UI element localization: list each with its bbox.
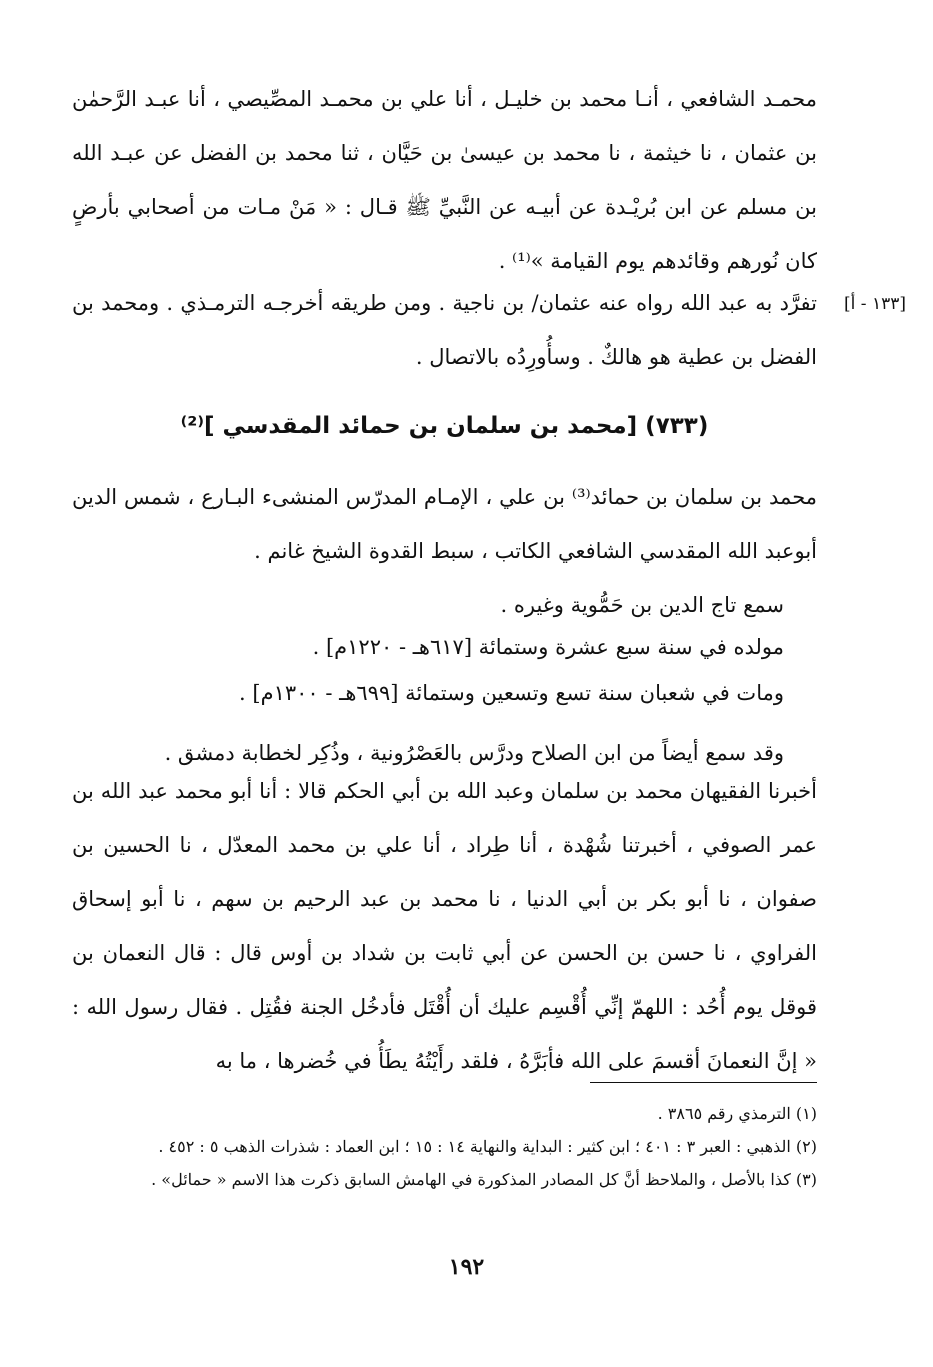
line-death: ومات في شعبان سنة تسع وتسعين وستمائة [٦٩٩هـ - ١٣٠٠م] . bbox=[239, 681, 784, 705]
footnote-3: (٣) كذا بالأصل ، والملاحظ أنَّ كل المصادر المذكورة في الهامش السابق ذكرت هذا الاسم « حمائل» . bbox=[151, 1170, 817, 1189]
line-also-heard: وقد سمع أيضاً من ابن الصلاح ودرَّس بالعَصْرُونية ، وذُكِر لخطابة دمشق . bbox=[164, 741, 784, 765]
line-birth: مولده في سنة سبع عشرة وستمائة [٦١٧هـ - ١٢٢٠م] . bbox=[312, 635, 784, 659]
footnote-1: (١) الترمذي رقم ٣٨٦٥ . bbox=[657, 1104, 817, 1123]
paragraph-commentary: تفرَّد به عبد الله رواه عنه عثمان/ بن ناجية . ومن طريقه أخرجـه الترمـذي . ومحمد بن الفضل بن عطية هو هالكٌ . وسأُورِدُه بالاتصال . bbox=[72, 291, 817, 369]
paragraph-hadith-narration: أخبرنا الفقيهان محمد بن سلمان وعبد الله بن أبي الحكم قالا : أنا أبو محمد عبد الله بن عمر الصوفي ، أخبرتنا شُهْدة ، أنا طِراد ، أنا علي بن محمد المعدّل ، نا الحسين بن صفوان ، نا أبو بكر بن أبي الدنيا ، نا محمد بن عبد الرحيم بن سهم ، نا أبو إسحاق الفراوي ، نا حسن بن الحسن عن أبي ثابت بن شداد بن أوس قال : قال النعمان بن قوقل يوم أُحُد : اللهمّ إنِّي أُقْسِم عليك أن أُقْتَل فأدخُل الجنة فقُتِل . فقال رسول الله : « إنَّ النعمانَ أقسمَ على الله فأبَرَّهُ ، فلقد رأَيْتُهُ يطَأُ في خُضرها ، ما به bbox=[72, 779, 817, 1073]
entry-heading: (٧٣٣) [محمد بن سلمان بن حمائد المقدسي ]⁽²⁾ bbox=[180, 413, 709, 439]
line-heard-from: سمع تاج الدين بن حَمُّوية وغيره . bbox=[500, 593, 784, 617]
footnote-separator bbox=[590, 1082, 817, 1083]
paragraph-biography: محمد بن سلمان بن حمائد⁽³⁾ بن علي ، الإمـام المدرّس المنشىء البـارع ، شمس الدين أبوعبد الله المقدسي الشافعي الكاتب ، سبط القدوة الشيخ غانم . bbox=[72, 485, 818, 563]
margin-folio-note: [١٣٣ - أ] bbox=[844, 294, 906, 314]
footnote-2: (٢) الذهبي : العبر ٣ : ٤٠١ ؛ ابن كثير : البداية والنهاية ١٤ : ١٥ ؛ ابن العماد : شذرات الذهب ٥ : ٤٥٢ . bbox=[158, 1137, 817, 1156]
page-number: ١٩٢ bbox=[448, 1254, 485, 1280]
paragraph-hadith-chain: محمـد الشافعي ، أنـا محمد بن خليـل ، أنا علي بن محمـد المصِّيصي ، أنا عبـد الرَّحمٰن بن عثمان ، نا خيثمة ، نا محمد بن عيسىٰ بن حَيَّان ، ثنا محمد بن الفضل عن عبـد الله بن مسلم عن ابن بُريْـدة عن أبيـه عن النَّبيِّ ﷺ قـال : « مَنْ مـات من أصحابي بأرضٍ كان نُورهم وقائدهم يوم القيامة »⁽¹⁾ . bbox=[72, 87, 817, 273]
